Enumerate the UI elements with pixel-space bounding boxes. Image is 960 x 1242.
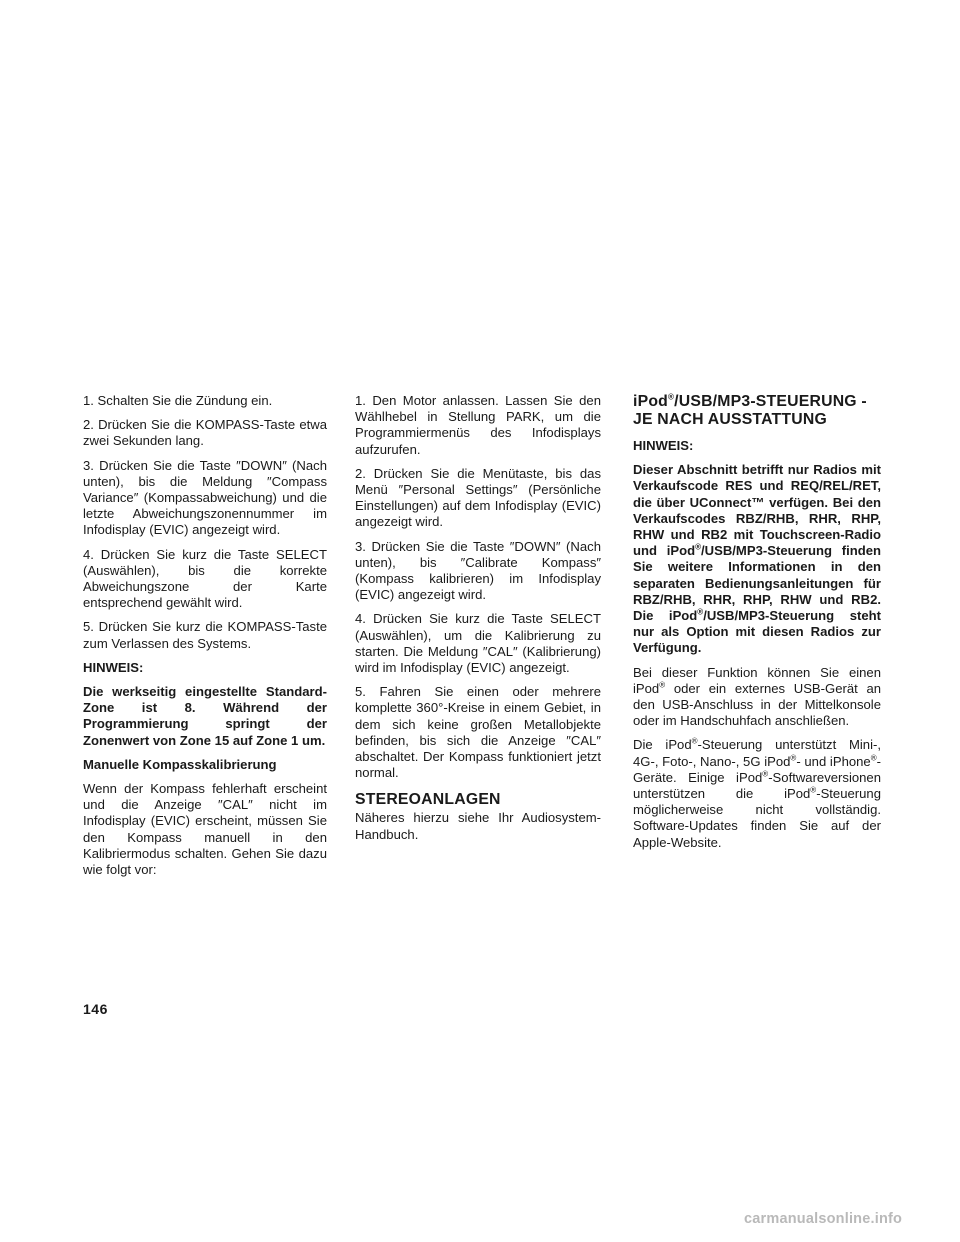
step-1: 1. Schalten Sie die Zündung ein. [83, 393, 273, 408]
step-5: 5. Drücken Sie kurz die KOMPASS-Taste zum Verlassen des Systems. [83, 619, 327, 651]
column-middle [355, 393, 601, 851]
page-number: 146 [83, 1001, 108, 1017]
step-3: 3. Drücken Sie die Taste ″DOWN″ (Nach unten), bis die Meldung ″Compass Variance″ (Kompassabweichung) und die letzte Abweichungszonennummer im Infodisplay (EVIC) angezeigt wird. [83, 457, 327, 538]
cal-step-3: 3. Drücken Sie die Taste ″DOWN″ (Nach unten), bis ″Calibrate Kompass″ (Kompass kalibrieren) im Infodisplay (EVIC) angezeigt wird. [355, 538, 601, 603]
watermark-text: carmanualsonline.info [744, 1211, 903, 1227]
cal-step-1: 1. Den Motor anlassen. Lassen Sie den Wählhebel in Stellung PARK, um die Programmiermenüs des Infodisplays aufzurufen. [355, 393, 601, 457]
calibration-intro: Wenn der Kompass fehlerhaft erscheint und die Anzeige ″CAL″ nicht im Infodisplay (EVIC) erscheint, müssen Sie den Kompass manuell in den Kalibriermodus schalten. Gehen Sie dazu wie folgt vor: [83, 781, 327, 878]
column-left [83, 393, 327, 886]
note-text: Die werkseitig eingestellte Standard-Zone ist 8. Während der Programmierung springt der Zonenwert von Zone 15 auf Zone 1 um. [83, 684, 327, 748]
step-4: 4. Drücken Sie kurz die Taste SELECT (Auswählen), bis die korrekte Abweichungszone der Karte entsprechend gewählt wird. [83, 546, 327, 611]
note-label: HINWEIS: [633, 438, 694, 453]
cal-step-2: 2. Drücken Sie die Menütaste, bis das Menü ″Personal Settings″ (Persönliche Einstellungen) auf dem Infodisplay (EVIC) angezeigt wird. [355, 465, 601, 530]
column-right [633, 393, 881, 859]
section-heading-ipod: iPod®/USB/MP3-STEUERUNG - JE NACH AUSSTATTUNG [633, 392, 867, 428]
stereo-text: Näheres hierzu siehe Ihr Audiosystem-Handbuch. [355, 810, 601, 842]
note-text: Dieser Abschnitt betrifft nur Radios mit Verkaufscode RES und REQ/REL/RET, die über UConnect™ verfügen. Bei den Verkaufscodes RBZ/RHB, RHR, RHP, RHW und RB2 mit Touchscreen-Radio und iPod®/USB/MP3-Steuerung finden Sie weitere Informationen in den separaten Bedienungsanleitungen für RBZ/RHB, RHR, RHP, RHW und RB2. Die iPod®/USB/MP3-Steuerung steht nur als Option mit diesen Radios zur Verfügung. [633, 462, 881, 656]
section-heading-stereo: STEREOANLAGEN [355, 791, 501, 809]
step-2: 2. Drücken Sie die KOMPASS-Taste etwa zwei Sekunden lang. [83, 417, 327, 449]
ipod-paragraph-1: Bei dieser Funktion können Sie einen iPod® oder ein externes USB-Gerät an den USB-Anschluss in der Mittelkonsole oder im Handschuhfach anschließen. [633, 664, 882, 729]
ipod-paragraph-2: Die iPod®-Steuerung unterstützt Mini-, 4G-, Foto-, Nano-, 5G iPod®- und iPhone®-Geräte. Einige iPod®-Softwareversionen unterstützen die iPod®-Steuerung möglicherweise nicht vollständig. Software-Updates finden Sie auf der Apple-Website. [633, 737, 881, 850]
cal-step-5: 5. Fahren Sie einen oder mehrere komplette 360°-Kreise in einem Gebiet, in dem sich keine großen Metallobjekte befinden, bis sich die Anzeige ″CAL″ abschaltet. Der Kompass funktioniert jetzt normal. [355, 684, 601, 781]
section-subheading: Manuelle Kompasskalibrierung [83, 756, 277, 772]
cal-step-4: 4. Drücken Sie kurz die Taste SELECT (Auswählen), um die Kalibrierung zu starten. Die Meldung ″CAL″ (Kalibrierung) wird im Infodisplay (EVIC) angezeigt. [355, 611, 601, 676]
note-label: HINWEIS: [83, 659, 144, 675]
